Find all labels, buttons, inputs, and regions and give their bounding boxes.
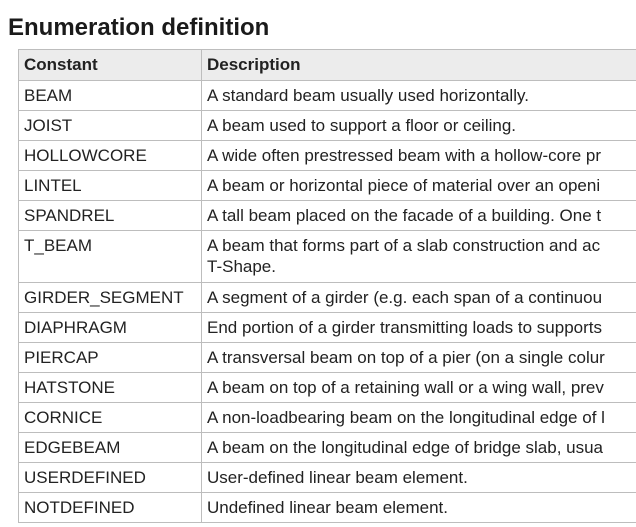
table-row (19, 433, 636, 463)
description-cell: A beam or horizontal piece of material over an openi (202, 171, 636, 201)
description-cell: A non-loadbearing beam on the longitudinal edge of l (202, 403, 636, 433)
constant-cell: GIRDER_SEGMENT (19, 283, 202, 313)
enumeration-table-wrapper (18, 49, 636, 523)
description-cell: A beam on the longitudinal edge of bridge slab, usua (202, 433, 636, 463)
constant-cell: HATSTONE (19, 373, 202, 403)
description-line: A beam that forms part of a slab construction and ac (207, 236, 601, 255)
constant-cell: SPANDREL (19, 201, 202, 231)
table-row (19, 201, 636, 231)
enumeration-table (18, 49, 636, 523)
table-row (19, 111, 636, 141)
constant-cell: BEAM (19, 81, 202, 111)
description-cell: A wide often prestressed beam with a hollow-core pr (202, 141, 636, 171)
description-cell: A segment of a girder (e.g. each span of a continuou (202, 283, 636, 313)
constant-cell: HOLLOWCORE (19, 141, 202, 171)
description-cell: Undefined linear beam element. (202, 493, 636, 523)
table-row (19, 141, 636, 171)
description-cell: A standard beam usually used horizontally. (202, 81, 636, 111)
table-row (19, 283, 636, 313)
description-cell: A beam on top of a retaining wall or a wing wall, prev (202, 373, 636, 403)
constant-cell: LINTEL (19, 171, 202, 201)
constant-cell: DIAPHRAGM (19, 313, 202, 343)
table-row (19, 403, 636, 433)
constant-cell: JOIST (19, 111, 202, 141)
table-row (19, 171, 636, 201)
section-heading: Enumeration definition (8, 14, 270, 41)
constant-cell: CORNICE (19, 403, 202, 433)
column-header-description: Description (202, 50, 636, 81)
table-row (19, 81, 636, 111)
constant-cell: USERDEFINED (19, 463, 202, 493)
table-header-row (19, 50, 636, 81)
description-line: T-Shape. (207, 257, 276, 276)
table-row (19, 231, 636, 283)
description-cell: User-defined linear beam element. (202, 463, 636, 493)
constant-cell: NOTDEFINED (19, 493, 202, 523)
description-cell: A transversal beam on top of a pier (on a single colur (202, 343, 636, 373)
description-cell: End portion of a girder transmitting loads to supports (202, 313, 636, 343)
table-row (19, 373, 636, 403)
table-row (19, 343, 636, 373)
description-cell: A tall beam placed on the facade of a building. One t (202, 201, 636, 231)
column-header-constant: Constant (19, 50, 202, 81)
table-row (19, 493, 636, 523)
table-row (19, 313, 636, 343)
description-cell (202, 231, 636, 283)
constant-cell: EDGEBEAM (19, 433, 202, 463)
constant-cell: PIERCAP (19, 343, 202, 373)
description-cell: A beam used to support a floor or ceiling. (202, 111, 636, 141)
table-row (19, 463, 636, 493)
constant-cell: T_BEAM (19, 231, 202, 283)
